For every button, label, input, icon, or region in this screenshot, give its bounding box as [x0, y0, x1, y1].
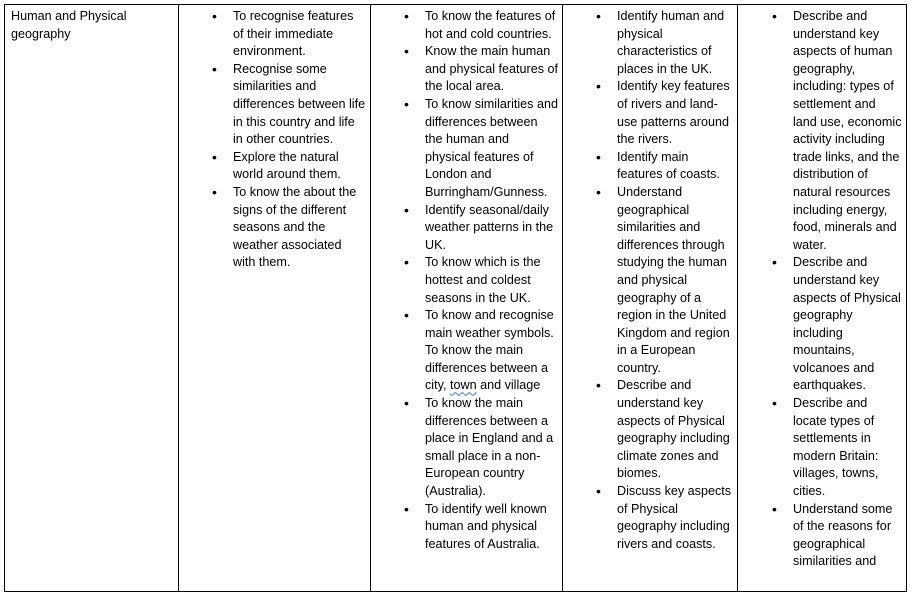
list-item: • To know the about the signs of the different seasons and the weather associated with them. — [183, 184, 366, 272]
item-text: To know and recognise main weather symbols. To know the main differences between a city, — [425, 308, 554, 393]
list-item: • Identify key features of rivers and land-use patterns around the rivers. — [567, 78, 733, 148]
objectives-list-4 — [742, 8, 902, 571]
objectives-list-3 — [567, 8, 733, 553]
list-item: • Describe and locate types of settlements in modern Britain: villages, towns, cities. — [742, 395, 902, 501]
table-row — [5, 5, 907, 592]
list-item: • Explore the natural world around them. — [183, 149, 366, 184]
list-item: • Describe and understand key aspects of Physical geography including mountains, volcanoes and earthquakes. — [742, 254, 902, 395]
list-item: • To identify well known human and physical features of Australia. — [375, 501, 558, 554]
list-item: • Identify seasonal/daily weather patterns in the UK. — [375, 202, 558, 255]
list-item: • Discuss key aspects of Physical geography including rivers and coasts. — [567, 483, 733, 553]
list-item: • Identify main features of coasts. — [567, 149, 733, 184]
objectives-cell-4 — [738, 5, 907, 592]
objectives-cell-1 — [179, 5, 371, 592]
list-item: • Understand geographical similarities and differences through studying the human and physical geography of a region in the United Kingdom and region in a European country. — [567, 184, 733, 378]
spelling-marked-word: town — [449, 378, 477, 393]
objectives-cell-3 — [563, 5, 738, 592]
list-item — [375, 307, 558, 395]
list-item: • Describe and understand key aspects of Physical geography including climate zones and biomes. — [567, 377, 733, 483]
list-item: • To recognise features of their immediate environment. — [183, 8, 366, 61]
list-item: • Identify human and physical characteristics of places in the UK. — [567, 8, 733, 78]
item-text: and village — [476, 378, 541, 393]
list-item: • To know the main differences between a place in England and a small place in a non-European country (Australia). — [375, 395, 558, 501]
subject-cell — [5, 5, 179, 592]
objectives-list-2 — [375, 8, 558, 553]
list-item: • Know the main human and physical features of the local area. — [375, 43, 558, 96]
list-item: • Recognise some similarities and differences between life in this country and life in other countries. — [183, 61, 366, 149]
list-item: • Understand some of the reasons for geographical similarities and — [742, 501, 902, 571]
list-item: • Describe and understand key aspects of human geography, including: types of settlement and land use, economic activity including trade links, and the distribution of natural resources including energy, food, minerals and water. — [742, 8, 902, 254]
objectives-list-1 — [183, 8, 366, 272]
list-item: • To know which is the hottest and coldest seasons in the UK. — [375, 254, 558, 307]
list-item: • To know the features of hot and cold countries. — [375, 8, 558, 43]
subject-label: Human and Physical geography — [11, 9, 127, 41]
objectives-cell-2 — [371, 5, 563, 592]
curriculum-table — [4, 4, 907, 592]
list-item: • To know similarities and differences between the human and physical features of London and Burringham/Gunness. — [375, 96, 558, 202]
